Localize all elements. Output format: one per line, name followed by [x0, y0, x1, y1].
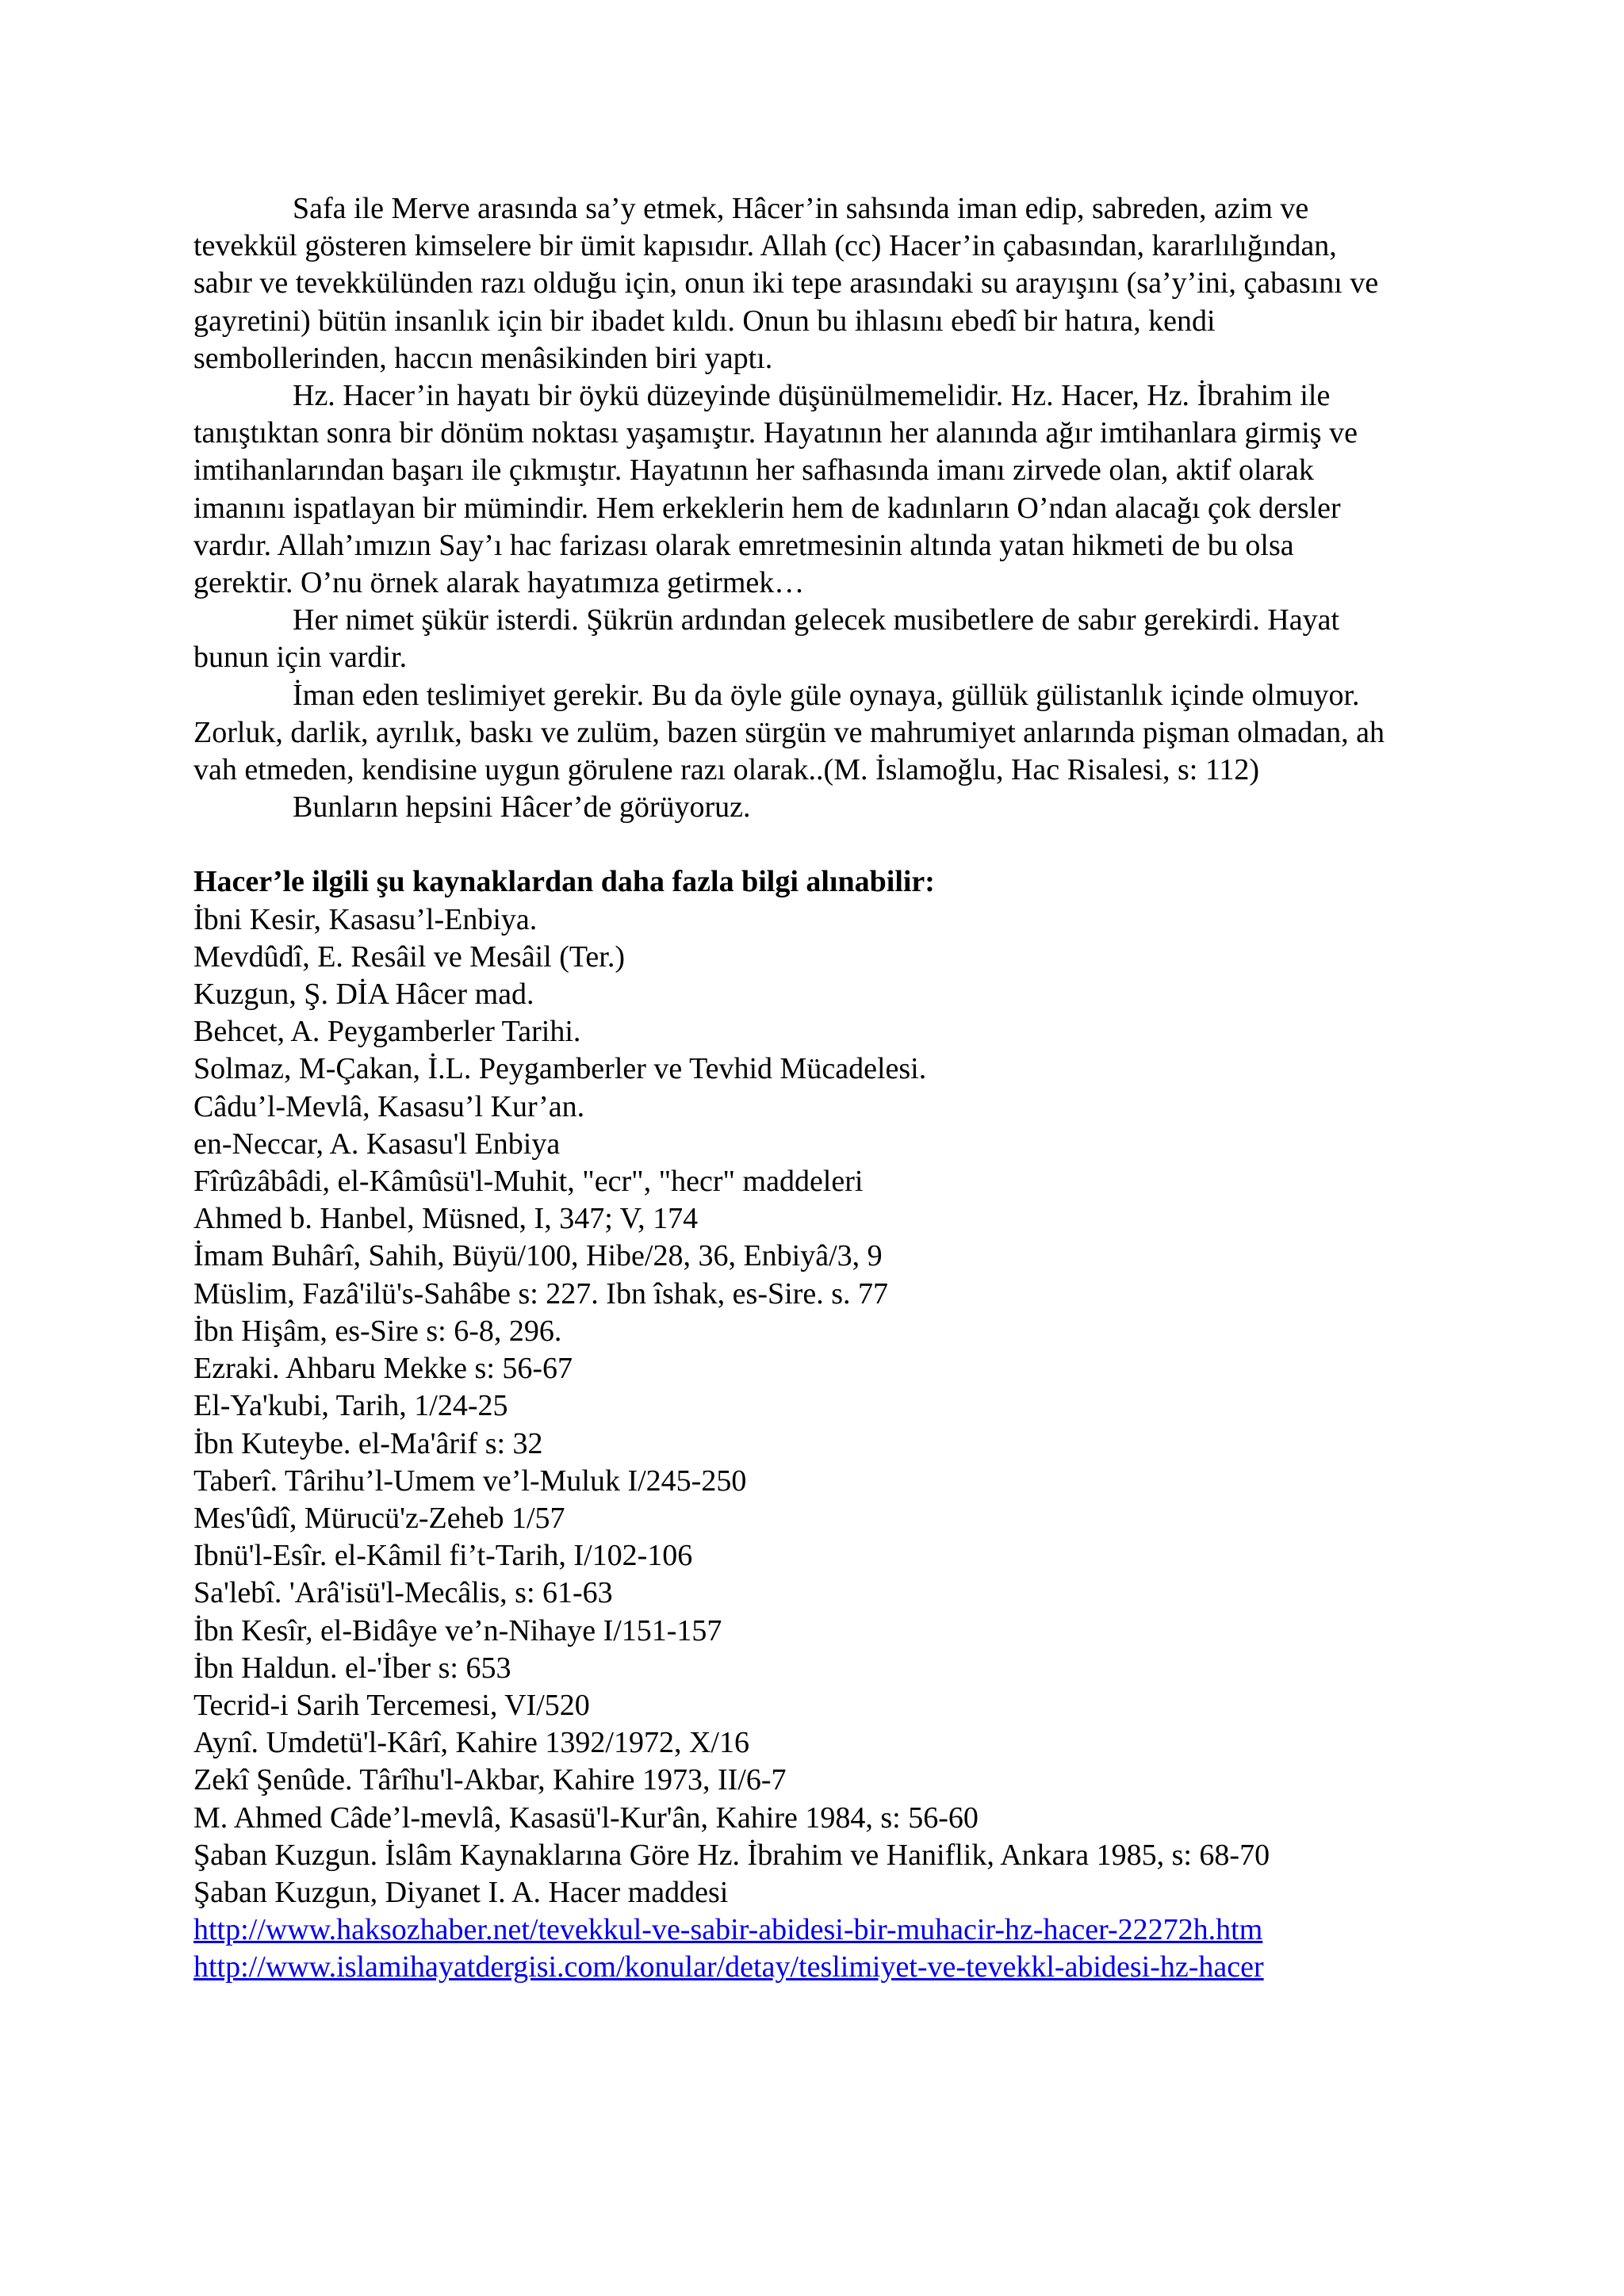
source-item: Taberî. Târihu’l-Umem ve’l-Muluk I/245-250	[193, 1464, 747, 1498]
source-item: İmam Buhârî, Sahih, Büyü/100, Hibe/28, 36, Enbiyâ/3, 9	[193, 1239, 883, 1273]
source-item: El-Ya'kubi, Tarih, 1/24-25	[193, 1389, 508, 1423]
hyperlink[interactable]: http://www.haksozhaber.net/tevekkul-ve-sabir-abidesi-bir-muhacir-hz-hacer-22272h.htm	[193, 1913, 1263, 1947]
source-item: en-Neccar, A. Kasasu'l Enbiya	[193, 1127, 561, 1161]
source-item: Ezraki. Ahbaru Mekke s: 56-67	[193, 1352, 573, 1386]
source-item: Behcet, A. Peygamberler Tarihi.	[193, 1015, 581, 1049]
paragraph: Bunların hepsini Hâcer’de görüyoruz.	[293, 790, 751, 825]
links-list	[193, 1911, 1399, 1986]
link-item	[193, 1911, 1399, 1949]
source-item: Tecrid-i Sarih Tercemesi, VI/520	[193, 1688, 590, 1722]
source-item: Şaban Kuzgun, Diyanet I. A. Hacer maddesi	[193, 1875, 729, 1909]
spacer	[193, 826, 1399, 863]
source-item: Ahmed b. Hanbel, Müsned, I, 347; V, 174	[193, 1202, 699, 1236]
source-item: İbn Haldun. el-'İber s: 653	[193, 1651, 511, 1685]
paragraph: Safa ile Merve arasında sa’y etmek, Hâcer’in sahsında iman edip, sabreden, azim ve tevekkül gösteren kimselere bir ümit kapısıdır. Allah (cc) Hacer’in çabasından, kararlılığından, sabır ve tevekkülünden razı olduğu için, onun iki tepe arasındaki su arayışını (sa’y’ini, çabasını ve gayretini) bütün insanlık için bir ibadet kıldı. Onun bu ihlasını ebedî bir hatıra, kendi sembollerinden, haccın menâsikinden biri yaptı.	[193, 192, 1379, 375]
source-item: Kuzgun, Ş. DİA Hâcer mad.	[193, 978, 534, 1012]
source-item: İbn Kesîr, el-Bidâye ve’n-Nihaye I/151-157	[193, 1613, 722, 1647]
source-item: İbn Hişâm, es-Sire s: 6-8, 296.	[193, 1314, 562, 1348]
source-item: İbni Kesir, Kasasu’l-Enbiya.	[193, 902, 538, 936]
hyperlink[interactable]: http://www.islamihayatdergisi.com/konular/detay/teslimiyet-ve-tevekkl-abidesi-hz-hacer	[193, 1950, 1264, 1984]
source-item: Aynî. Umdetü'l-Kârî, Kahire 1392/1972, X/16	[193, 1726, 749, 1760]
source-item: Müslim, Fazâ'ilü's-Sahâbe s: 227. Ibn îshak, es-Sire. s. 77	[193, 1276, 888, 1311]
source-item: Şaban Kuzgun. İslâm Kaynaklarına Göre Hz. İbrahim ve Haniflik, Ankara 1985, s: 68-70	[193, 1838, 1270, 1872]
source-item: Mevdûdî, E. Resâil ve Mesâil (Ter.)	[193, 939, 625, 974]
source-item: M. Ahmed Câde’l-mevlâ, Kasasü'l-Kur'ân, Kahire 1984, s: 56-60	[193, 1800, 979, 1835]
source-item: Câdu’l-Mevlâ, Kasasu’l Kur’an.	[193, 1089, 585, 1123]
source-item: Sa'lebî. 'Arâ'isü'l-Mecâlis, s: 61-63	[193, 1576, 613, 1610]
sources-list	[193, 901, 1399, 1911]
source-item: İbn Kuteybe. el-Ma'ârif s: 32	[193, 1426, 543, 1460]
paragraph: Her nimet şükür isterdi. Şükrün ardından gelecek musibetlere de sabır gerekirdi. Hayat bunun için vardir.	[193, 603, 1340, 675]
source-item: Zekî Şenûde. Târîhu'l-Akbar, Kahire 1973, II/6-7	[193, 1763, 787, 1797]
paragraph: İman eden teslimiyet gerekir. Bu da öyle güle oynaya, güllük gülistanlık içinde olmuyor. Zorluk, darlik, ayrılık, baskı ve zulüm, bazen sürgün ve mahrumiyet anlarında pişman olmadan, ah vah etmeden, kendisine uygun görulene razı olarak..(M. İslamoğlu, Hac Risalesi, s: 112)	[193, 678, 1385, 787]
sources-heading: Hacer’le ilgili şu kaynaklardan daha fazla bilgi alınabilir:	[193, 865, 935, 899]
document-body	[193, 190, 1399, 1987]
paragraph: Hz. Hacer’in hayatı bir öykü düzeyinde düşünülmemelidir. Hz. Hacer, Hz. İbrahim ile tanıştıktan sonra bir dönüm noktası yaşamıştır. Hayatının her alanında ağır imtihanlara girmiş ve imtihanlarından başarı ile çıkmıştır. Hayatının her safhasında imanı zirvede olan, aktif olarak imanını ispatlayan bir mümindir. Hem erkeklerin hem de kadınların O’ndan alacağı çok dersler vardır. Allah’ımızın Say’ı hac farizası olarak emretmesinin altında yatan hikmeti de bu olsa gerektir. O’nu örnek alarak hayatımıza getirmek…	[193, 379, 1358, 600]
link-item	[193, 1949, 1399, 1986]
source-item: Mes'ûdî, Mürucü'z-Zeheb 1/57	[193, 1501, 565, 1535]
source-item: Ibnü'l-Esîr. el-Kâmil fi’t-Tarih, I/102-106	[193, 1539, 693, 1573]
source-item: Solmaz, M-Çakan, İ.L. Peygamberler ve Tevhid Mücadelesi.	[193, 1052, 927, 1086]
source-item: Fîrûzâbâdi, el-Kâmûsü'l-Muhit, "ecr", "hecr" maddeleri	[193, 1165, 864, 1199]
